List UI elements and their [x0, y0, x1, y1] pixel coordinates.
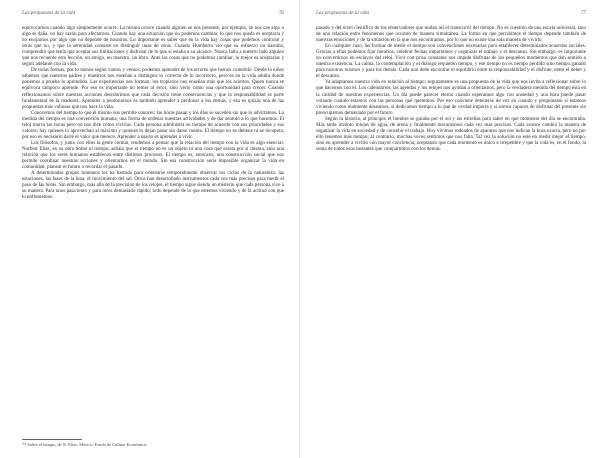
paragraph: Ya adaptamos nuestra vida en relación al tiempo; seguramente es una propuesta de la vida que nos invita a reflexionar sobre lo que hacemos con él. Los calendarios, las agendas y los relojes nos ayudan a orientarnos, pero la verdadera medida del tiempo está en la calidad de nuestras experiencias. Un día puede parecer eterno cuando esperamos algo con ansiedad y una hora puede pasar volando cuando estamos con las personas que queremos. Por eso conviene detenerse de vez en cuando y preguntarse si estamos viviendo como realmente deseamos, si dedicamos tiempo a lo que de verdad importa y si somos capaces de disfrutar del presente sin preocuparnos demasiado por el futuro.	[316, 79, 586, 116]
right-page-header	[316, 10, 586, 19]
left-body-text	[22, 25, 284, 433]
paragraph: En cualquier caso, las formas de medir el tiempo son convenciones necesarias para establecer determinados acuerdos sociales. Gracias a ellas podemos fijar horarios, celebrar fechas importantes y organizar el trabajo y el descanso. Sin embargo, es importante no convertirnos en esclavos del reloj. Vivir con prisa constante nos impide disfrutar de los pequeños momentos que dan sentido a nuestra existencia. La calma, la contemplación y el diálogo requieren tiempo, y ese tiempo no es tiempo perdido sino tiempo ganado para nosotros mismos y para los demás. Cada uno debe encontrar el equilibrio entre la responsabilidad y el disfrute, entre el deber y el descanso.	[316, 43, 586, 80]
paragraph: Los filósofos, y junto con ellos la gente común, tendemos a pensar que la relación del tiempo con la vida es algo esencial. Norbert Elias, en su obra Sobre el tiempo, señala que el tiempo no es un objeto ni una cosa que exista por sí misma, sino una relación que los seres humanos establecen entre distintos procesos. El tiempo es, entonces, una construcción social que nos permite coordinar nuestras acciones y orientarnos en el mundo. Sin esa construcción sería imposible organizar la vida en comunidad, planear el futuro o recordar el pasado.	[22, 139, 284, 171]
paragraph: pasado y del nivel científico de los observadores que midan así el transcurrir del tiempo. No es cuestión de una escala universal, sino de una relación entre fenómenos que ocurren de manera simultánea. La forma en que percibimos el tiempo depende también de nuestras emociones y de la situación en la que nos encontramos, por lo que no existe una sola manera de vivirlo.	[316, 25, 586, 44]
paragraph: Conocemos del tiempo lo que él mismo nos permite conocer; las horas pasan y los días se suceden sin que lo advirtamos. La medida del tiempo es una convención humana, una forma de ordenar nuestras actividades y de dar sentido a lo que hacemos. El reloj marca las horas pero no nos dice cómo vivirlas. Cada persona administra su tiempo de acuerdo con sus prioridades y sus valores; hay quienes lo aprovechan al máximo y quienes lo dejan pasar sin darse cuenta. El tiempo no se detiene ni se recupera, por eso es necesario darle el valor que merece. Aprender a usarlo es aprender a vivir.	[22, 109, 284, 140]
paragraph: A determinadas grupos humanos les ha bastado para orientarse temporalmente observar los ciclos de la naturaleza: las estaciones, las fases de la luna, el movimiento del sol. Otros han desarrollado instrumentos cada vez más precisos para medir el paso de las horas. Sin embargo, más allá de la precisión de los relojes, el tiempo sigue siendo un misterio que cada persona vive a su manera. Para unos pasa lento y para otros demasiado rápido; todo depende de lo que estemos viviendo y de la actitud con que lo enfrentemos.	[22, 170, 284, 201]
right-page	[300, 0, 600, 458]
left-page-header	[22, 10, 284, 19]
footnote-divider	[22, 439, 82, 440]
footnote: ** Sobre el tiempo, de N. Elias, México, Fondo de Cultura Económica.	[22, 442, 148, 447]
paragraph: equivocarnos cuando algo simplemente ocurre. La misma ocurre cuando alguien se nos presente, por ejemplo, se nos cae algo o algo se daña, no hay razón para afectarnos. Cuando hay una situación que no podemos cambiar, lo que nos queda es aceptarla y no enojarnos por algo que no depende de nosotros. Lo importante es saber que en la vida hay cosas que podemos controlar y otras que no, y que la serenidad consiste en distinguir unas de otras. Cuando Humberto vio que su esfuerzo no bastaba, comprendió que tenía que aceptar sus limitaciones y disfrutar de lo que sí estaba a su alcance. Nunca falta a nuestro lado alguien que nos recuerde esta lección, un amigo, un maestro, un libro. Ante las cosas que no podemos cambiar, lo mejor es aceptarlas y seguir adelante con la vida.	[22, 25, 284, 68]
left-page-number: 76	[278, 10, 284, 16]
right-running-title: Las propuestas de la vida	[316, 10, 370, 16]
paragraph: Según la historia, al principio el hombre se guiaba por el sol y las estrellas para saber en qué momento del día se encontraba. Más tarde inventó relojes de agua, de arena y finalmente mecanismos cada vez más precisos. Cada avance cambió la manera de organizar la vida en sociedad y de concebir el trabajo. Hoy vivimos rodeados de aparatos que nos indican la hora exacta, pero no por ello tenemos más tiempo; al contrario, muchas veces sentimos que nos falta. Tal vez la solución no esté en medir mejor el tiempo, sino en aprender a vivirlo con mayor conciencia, aceptando que cada momento es único e irrepetible y que la vida es, en el fondo, la suma de todos esos instantes que compartimos con los demás.	[316, 115, 586, 152]
paragraph: De todas formas, por lo menos según vamos y vemos, podemos aprender de los errores que hemos cometido. Desde la niñez sabemos que nuestros padres y maestros nos enseñan a distinguir lo correcto de lo incorrecto, pero es en la vida adulta donde ponemos a prueba lo aprendido. Las experiencias nos forman; los tropiezos nos enseñan más que los aciertos. Quien nunca se equivoca tampoco aprende. Por eso es importante no temer al error, sino verlo como una oportunidad para crecer. Cuando reflexionamos sobre nuestras acciones descubrimos que cada decisión tiene consecuencias y que la responsabilidad es parte fundamental de la madurez. Aprender a perdonarnos es también aprender a perdonar a los demás, y esa es quizás una de las propuestas más valiosas que nos hace la vida.	[22, 67, 284, 110]
right-page-number: 77	[580, 10, 586, 16]
right-body-text	[316, 25, 586, 453]
left-running-title: Las propuestas de la vida	[22, 10, 76, 16]
